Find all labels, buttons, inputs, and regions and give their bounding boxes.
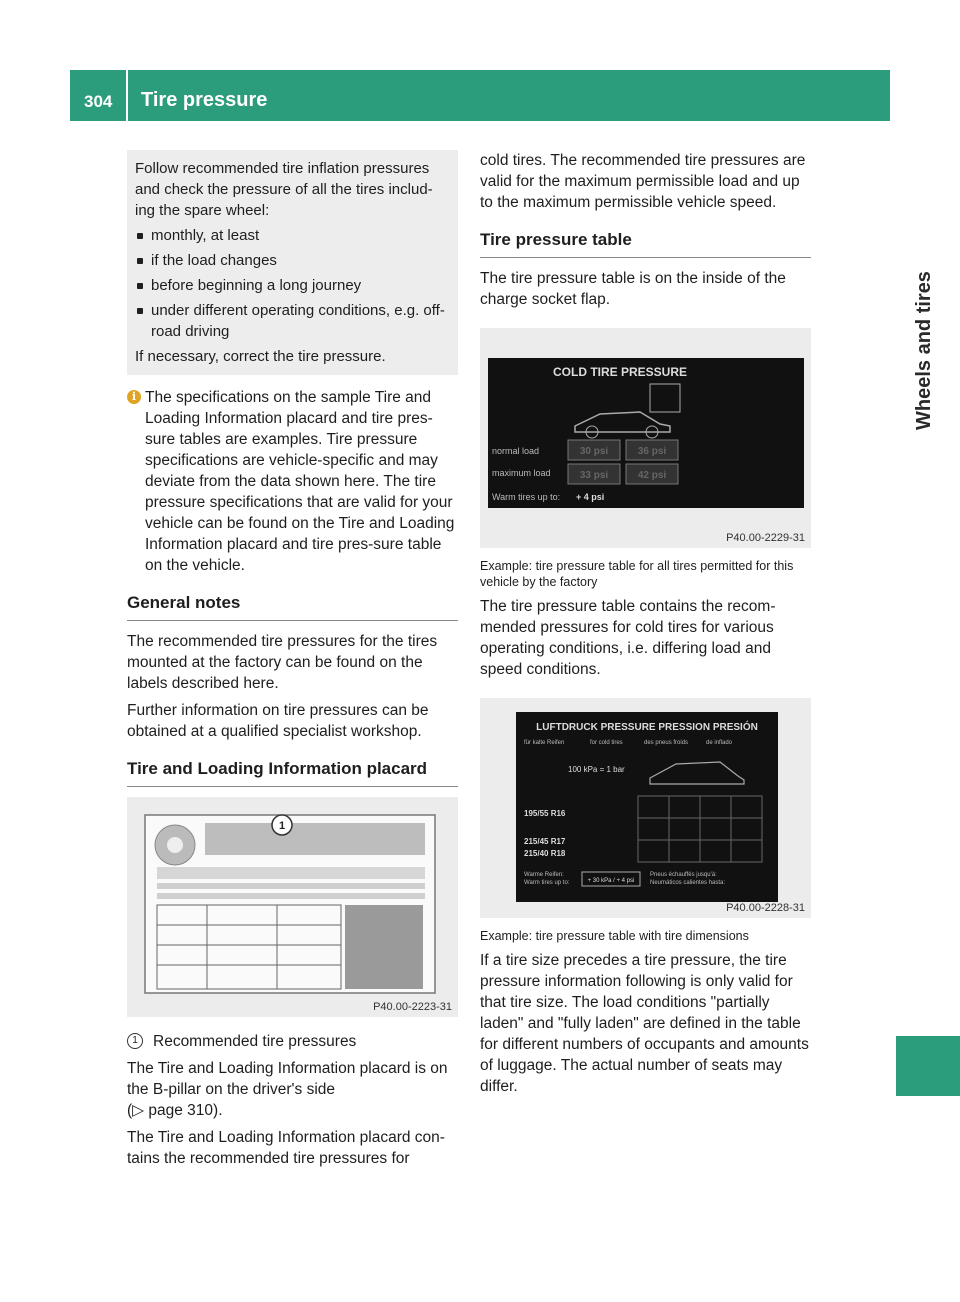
page-reference-link[interactable]: (▷ page 310). (127, 1102, 223, 1119)
fig2-size2: 215/45 R17 (524, 837, 566, 846)
placard-heading: Tire and Loading Information placard (127, 758, 458, 787)
figure-code: P40.00-2229-31 (726, 532, 805, 544)
page-number: 304 (84, 92, 113, 111)
list-item: under different operating conditions, e.g. off-road driving (135, 300, 450, 342)
callout-1-icon: 1 (127, 1033, 143, 1049)
placard-callout: 1 (278, 820, 286, 832)
fig2-size1: 195/55 R16 (524, 809, 566, 818)
placard-section (127, 758, 458, 1017)
continued-paragraph: cold tires. The recommended tire pressures are valid for the maximum permissible load and up to the maximum permissible vehicle speed. (480, 152, 806, 211)
placard-figure (127, 797, 458, 1017)
cold-tire-pressure-figure (480, 328, 811, 548)
fig2-warm-de: Warme Reifen: (524, 872, 564, 878)
table-p2: The tire pressure table contains the recom-mended pressures for cold tires for various operating conditions, i.e. differing load and speed conditions. (480, 598, 776, 678)
pressure-table-figure (480, 698, 811, 918)
fig2-conv: 100 kPa = 1 bar (568, 765, 625, 774)
box-intro: Follow recommended tire inflation pressures and check the pressure of all the tires includ-ing the spare wheel: (135, 160, 433, 219)
table-p3: If a tire size precedes a tire pressure, the tire pressure information following is only valid for that tire size. The load conditions "partially laden" and "fully laden" are defined in the table for different numbers of occupants and amounts of luggage. The actual number of seats may differ. (480, 952, 809, 1095)
fig1-title: COLD TIRE PRESSURE (552, 365, 688, 379)
figure-code: P40.00-2223-31 (373, 1001, 452, 1013)
fig1-v4: 42 psi (637, 470, 667, 481)
fig1-row2: maximum load (492, 468, 551, 478)
fig1-warm-val: + 4 psi (576, 492, 605, 502)
general-notes-heading: General notes (127, 592, 458, 621)
header-separator (126, 70, 128, 121)
legend-item (127, 1031, 458, 1052)
check-list (135, 225, 450, 342)
general-notes-p1: The recommended tire pressures for the tires mounted at the factory can be found on the labels described here. (127, 633, 438, 692)
page-title: Tire pressure (141, 89, 268, 111)
tire-pressure-table-section (480, 229, 811, 310)
fig1-row1: normal load (492, 446, 540, 456)
general-notes-p2: Further information on tire pressures can be obtained at a qualified specialist workshop. (127, 702, 429, 740)
fig2-sub3: des pneus froids (644, 740, 689, 746)
fig2-title: LUFTDRUCK PRESSURE PRESSION PRESIÓN (536, 722, 758, 733)
list-item: if the load changes (135, 250, 450, 271)
recommendation-box (127, 150, 458, 375)
side-tab-marker (896, 1036, 960, 1096)
fig1-v1: 30 psi (579, 446, 609, 457)
figure-caption: Example: tire pressure table for all tires permitted for this vehicle by the factory (480, 559, 794, 589)
pressure-table-image (480, 698, 811, 918)
fig2-sub1: für kalte Reifen (524, 740, 565, 746)
fig2-sub4: de inflado (706, 740, 733, 746)
tire-pressure-table-heading: Tire pressure table (480, 229, 811, 258)
figure-caption: Example: tire pressure table with tire dimensions (480, 929, 749, 943)
right-column (480, 150, 811, 1097)
placard-p2: The Tire and Loading Information placard con-tains the recommended tire pressures for (127, 1129, 445, 1167)
list-item: before beginning a long journey (135, 275, 450, 296)
info-note (127, 387, 458, 576)
placard-image (127, 797, 458, 1017)
placard-p1: The Tire and Loading Information placard is on the B-pillar on the driver's side (▷ page 310). (127, 1060, 448, 1119)
fig1-v3: 33 psi (579, 470, 609, 481)
fig1-warm: Warm tires up to: (492, 492, 561, 502)
left-column (127, 150, 458, 1169)
fig2-warm-fr: Pneus échauffés jusqu'à: (650, 872, 717, 878)
info-icon: i (127, 390, 141, 404)
legend-text: Recommended tire pressures (153, 1033, 357, 1050)
fig1-v2: 36 psi (637, 446, 667, 457)
figure-code: P40.00-2228-31 (726, 902, 805, 914)
fig2-sub2: for cold tires (590, 740, 623, 746)
info-text: The specifications on the sample Tire and Loading Information placard and tire pres-sure tables are examples. Tire pressure specifications are vehicle-specific and may deviate from the data shown here. The tire pressure specifications that are valid for your vehicle can be found on the Tire and Loading Information placard and tire pres-sure table on the vehicle. (145, 389, 455, 574)
table-p1: The tire pressure table is on the inside of the charge socket flap. (480, 270, 786, 308)
fig2-warm-en: Warm tires up to: (524, 880, 570, 886)
fig2-size3: 215/40 R18 (524, 849, 566, 858)
box-outro: If necessary, correct the tire pressure. (135, 348, 386, 365)
list-item: monthly, at least (135, 225, 450, 246)
fig2-warm-val: + 30 kPa / + 4 psi (587, 878, 635, 884)
fig2-warm-es: Neumáticos calientes hasta: (650, 880, 726, 886)
general-notes-section (127, 592, 458, 742)
cold-tire-pressure-image (480, 328, 811, 548)
